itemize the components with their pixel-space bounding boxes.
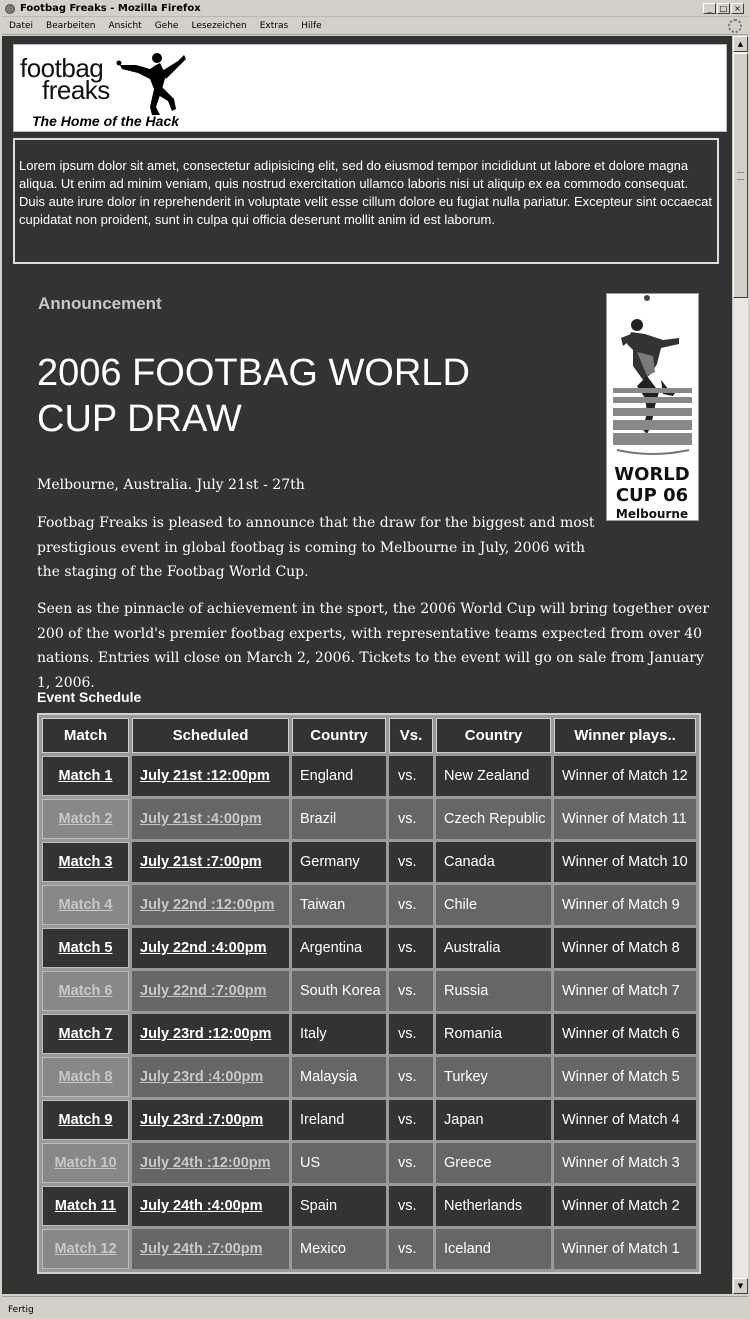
match-cell bbox=[42, 842, 129, 882]
scheduled-cell bbox=[132, 928, 289, 968]
country-cell: Mexico bbox=[292, 1229, 386, 1269]
site-tagline: The Home of the Hack bbox=[32, 113, 180, 129]
match-cell bbox=[42, 756, 129, 796]
country-cell-2: Chile bbox=[436, 885, 551, 925]
winner-cell: Winner of Match 10 bbox=[554, 842, 696, 882]
match-link[interactable]: Match 1 bbox=[58, 768, 113, 784]
country-cell: Malaysia bbox=[292, 1057, 386, 1097]
winner-cell: Winner of Match 2 bbox=[554, 1186, 696, 1226]
vs-cell: vs. bbox=[389, 1014, 433, 1054]
scheduled-cell bbox=[132, 799, 289, 839]
winner-cell: Winner of Match 7 bbox=[554, 971, 696, 1011]
country-cell-2: New Zealand bbox=[436, 756, 551, 796]
match-cell bbox=[42, 928, 129, 968]
kicker-logo-icon bbox=[116, 49, 188, 119]
table-row bbox=[42, 842, 696, 882]
world-cup-poster bbox=[606, 293, 699, 521]
column-header-scheduled: Scheduled bbox=[132, 718, 289, 753]
table-row bbox=[42, 1057, 696, 1097]
schedule-body bbox=[42, 756, 696, 1269]
table-row bbox=[42, 1100, 696, 1140]
winner-cell: Winner of Match 4 bbox=[554, 1100, 696, 1140]
menu-bearbeiten[interactable]: Bearbeiten bbox=[46, 21, 96, 31]
vs-cell: vs. bbox=[389, 971, 433, 1011]
schedule-table bbox=[37, 713, 701, 1274]
match-cell bbox=[42, 799, 129, 839]
country-cell-2: Turkey bbox=[436, 1057, 551, 1097]
match-link[interactable]: Match 5 bbox=[58, 940, 113, 956]
country-cell-2: Greece bbox=[436, 1143, 551, 1183]
vs-cell: vs. bbox=[389, 885, 433, 925]
table-row bbox=[42, 799, 696, 839]
table-row bbox=[42, 928, 696, 968]
close-button[interactable]: × bbox=[731, 3, 744, 14]
country-cell-2: Romania bbox=[436, 1014, 551, 1054]
match-link[interactable]: Match 6 bbox=[58, 983, 113, 999]
column-header-country-2: Country bbox=[436, 718, 551, 753]
match-cell bbox=[42, 1229, 129, 1269]
country-cell: Italy bbox=[292, 1014, 386, 1054]
vs-cell: vs. bbox=[389, 842, 433, 882]
scheduled-cell bbox=[132, 971, 289, 1011]
table-row bbox=[42, 756, 696, 796]
country-cell-2: Russia bbox=[436, 971, 551, 1011]
country-cell-2: Netherlands bbox=[436, 1186, 551, 1226]
winner-cell: Winner of Match 3 bbox=[554, 1143, 696, 1183]
column-header-vs: Vs. bbox=[389, 718, 433, 753]
schedule-link[interactable]: July 22nd :4:00pm bbox=[140, 940, 267, 956]
throbber-icon bbox=[728, 19, 742, 33]
table-row bbox=[42, 1229, 696, 1269]
scroll-up-arrow-icon[interactable]: ▲ bbox=[733, 36, 748, 52]
match-link[interactable]: Match 7 bbox=[58, 1026, 113, 1042]
schedule-link[interactable]: July 23rd :4:00pm bbox=[140, 1069, 264, 1085]
vertical-scrollbar[interactable] bbox=[732, 36, 748, 1294]
match-link[interactable]: Match 10 bbox=[54, 1155, 117, 1171]
country-cell: Ireland bbox=[292, 1100, 386, 1140]
scheduled-cell bbox=[132, 1229, 289, 1269]
match-link[interactable]: Match 8 bbox=[58, 1069, 113, 1085]
winner-cell: Winner of Match 6 bbox=[554, 1014, 696, 1054]
schedule-link[interactable]: July 24th :4:00pm bbox=[140, 1198, 263, 1214]
title-bar bbox=[2, 2, 748, 17]
scroll-down-arrow-icon[interactable]: ▼ bbox=[733, 1278, 748, 1294]
schedule-link[interactable]: July 23rd :12:00pm bbox=[140, 1026, 272, 1042]
minimize-button[interactable]: _ bbox=[703, 3, 716, 14]
vs-cell: vs. bbox=[389, 799, 433, 839]
match-cell bbox=[42, 1186, 129, 1226]
vs-cell: vs. bbox=[389, 1186, 433, 1226]
maximize-button[interactable]: □ bbox=[717, 3, 730, 14]
schedule-link[interactable]: July 24th :12:00pm bbox=[140, 1155, 271, 1171]
schedule-title: Event Schedule bbox=[37, 689, 142, 705]
column-header-match: Match bbox=[42, 718, 129, 753]
scheduled-cell bbox=[132, 1186, 289, 1226]
winner-cell: Winner of Match 5 bbox=[554, 1057, 696, 1097]
vs-cell: vs. bbox=[389, 1229, 433, 1269]
poster-line-city: Melbourne bbox=[615, 507, 689, 520]
match-link[interactable]: Match 2 bbox=[58, 811, 113, 827]
match-link[interactable]: Match 3 bbox=[58, 854, 113, 870]
scheduled-cell bbox=[132, 842, 289, 882]
country-cell: South Korea bbox=[292, 971, 386, 1011]
scheduled-cell bbox=[132, 1100, 289, 1140]
country-cell-2: Iceland bbox=[436, 1229, 551, 1269]
scheduled-cell bbox=[132, 756, 289, 796]
firefox-icon bbox=[5, 4, 15, 14]
column-header-winner: Winner plays.. bbox=[554, 718, 696, 753]
logo-text-freaks[interactable]: freaks bbox=[42, 75, 110, 105]
winner-cell: Winner of Match 1 bbox=[554, 1229, 696, 1269]
dateline: Melbourne, Australia. July 21st - 27th bbox=[37, 477, 305, 493]
schedule-link[interactable]: July 21st :7:00pm bbox=[140, 854, 262, 870]
country-cell: Brazil bbox=[292, 799, 386, 839]
vs-cell: vs. bbox=[389, 1057, 433, 1097]
country-cell: Spain bbox=[292, 1186, 386, 1226]
country-cell-2: Japan bbox=[436, 1100, 551, 1140]
status-text: Fertig bbox=[8, 1305, 34, 1315]
match-cell bbox=[42, 1143, 129, 1183]
site-header bbox=[13, 44, 727, 132]
winner-cell: Winner of Match 8 bbox=[554, 928, 696, 968]
match-cell bbox=[42, 885, 129, 925]
winner-cell: Winner of Match 9 bbox=[554, 885, 696, 925]
window-title: Footbag Freaks - Mozilla Firefox bbox=[20, 3, 201, 14]
vs-cell: vs. bbox=[389, 756, 433, 796]
winner-cell: Winner of Match 12 bbox=[554, 756, 696, 796]
country-cell: Taiwan bbox=[292, 885, 386, 925]
schedule-link[interactable]: July 22nd :7:00pm bbox=[140, 983, 267, 999]
intro-box bbox=[13, 138, 719, 264]
match-cell bbox=[42, 1100, 129, 1140]
country-cell: England bbox=[292, 756, 386, 796]
logo-text-footbag[interactable]: footbag bbox=[20, 53, 104, 83]
table-row bbox=[42, 1186, 696, 1226]
match-cell bbox=[42, 1014, 129, 1054]
status-bar bbox=[2, 1296, 748, 1315]
schedule-link[interactable]: July 21st :12:00pm bbox=[140, 768, 270, 784]
table-row bbox=[42, 885, 696, 925]
menu-lesezeichen[interactable]: Lesezeichen bbox=[191, 21, 247, 31]
match-cell bbox=[42, 1057, 129, 1097]
vs-cell: vs. bbox=[389, 1143, 433, 1183]
page-viewport bbox=[2, 36, 732, 1294]
schedule-link[interactable]: July 23rd :7:00pm bbox=[140, 1112, 264, 1128]
table-row bbox=[42, 971, 696, 1011]
match-link[interactable]: Match 9 bbox=[58, 1112, 113, 1128]
page-title: 2006 FOOTBAG WORLD CUP DRAW bbox=[37, 352, 470, 440]
schedule-link[interactable]: July 24th :7:00pm bbox=[140, 1241, 263, 1257]
match-link[interactable]: Match 4 bbox=[58, 897, 113, 913]
match-link[interactable]: Match 12 bbox=[54, 1241, 117, 1257]
table-row bbox=[42, 1014, 696, 1054]
scheduled-cell bbox=[132, 1143, 289, 1183]
match-cell bbox=[42, 971, 129, 1011]
vs-cell: vs. bbox=[389, 1100, 433, 1140]
section-label: Announcement bbox=[38, 294, 162, 313]
scheduled-cell bbox=[132, 1057, 289, 1097]
table-header-row bbox=[42, 718, 696, 753]
column-header-country: Country bbox=[292, 718, 386, 753]
country-cell-2: Canada bbox=[436, 842, 551, 882]
menu-extras[interactable]: Extras bbox=[259, 21, 289, 31]
country-cell: Argentina bbox=[292, 928, 386, 968]
vs-cell: vs. bbox=[389, 928, 433, 968]
menu-bar bbox=[2, 18, 748, 35]
match-link[interactable]: Match 11 bbox=[54, 1198, 117, 1214]
winner-cell: Winner of Match 11 bbox=[554, 799, 696, 839]
menu-datei[interactable]: Datei bbox=[9, 21, 34, 31]
poster-line-cup: CUP 06 bbox=[615, 485, 689, 506]
article-paragraph-2: Seen as the pinnacle of achievement in the sport, the 2006 World Cup will bring together over 200 of the world's premier footbag experts, with representative teams expected from over 40 nations. Entries will close on March 2, 2006. Tickets to the event will go on sale from January 1, 2006. bbox=[37, 601, 710, 691]
article-paragraph-1: Footbag Freaks is pleased to announce that the draw for the biggest and most prestigious event in global footbag is coming to Melbourne in July, 2006 with the staging of the Footbag World Cup. bbox=[37, 515, 595, 580]
schedule-link[interactable]: July 21st :4:00pm bbox=[140, 811, 262, 827]
table-row bbox=[42, 1143, 696, 1183]
country-cell-2: Australia bbox=[436, 928, 551, 968]
scheduled-cell bbox=[132, 885, 289, 925]
menu-gehe[interactable]: Gehe bbox=[154, 21, 179, 31]
scroll-thumb[interactable] bbox=[733, 53, 748, 298]
poster-line-world: WORLD bbox=[614, 464, 690, 485]
country-cell: Germany bbox=[292, 842, 386, 882]
scheduled-cell bbox=[132, 1014, 289, 1054]
schedule-link[interactable]: July 22nd :12:00pm bbox=[140, 897, 275, 913]
country-cell-2: Czech Republic bbox=[436, 799, 551, 839]
country-cell: US bbox=[292, 1143, 386, 1183]
intro-text: Lorem ipsum dolor sit amet, consectetur adipisicing elit, sed do eiusmod tempor incididunt ut labore et dolore magna aliqua. Ut enim ad minim veniam, quis nostrud exercitation ullamco laboris nisi ut aliquip ex ea commodo consequat. Duis aute irure dolor in reprehenderit in voluptate velit esse cillum dolore eu fugiat nulla pariatur. Excepteur sint occaecat cupidatat non proident, sunt in culpa qui officia deserunt mollit anim id est laborum. bbox=[19, 158, 712, 227]
menu-hilfe[interactable]: Hilfe bbox=[301, 21, 322, 31]
menu-ansicht[interactable]: Ansicht bbox=[108, 21, 142, 31]
poster-graphic bbox=[607, 294, 698, 520]
